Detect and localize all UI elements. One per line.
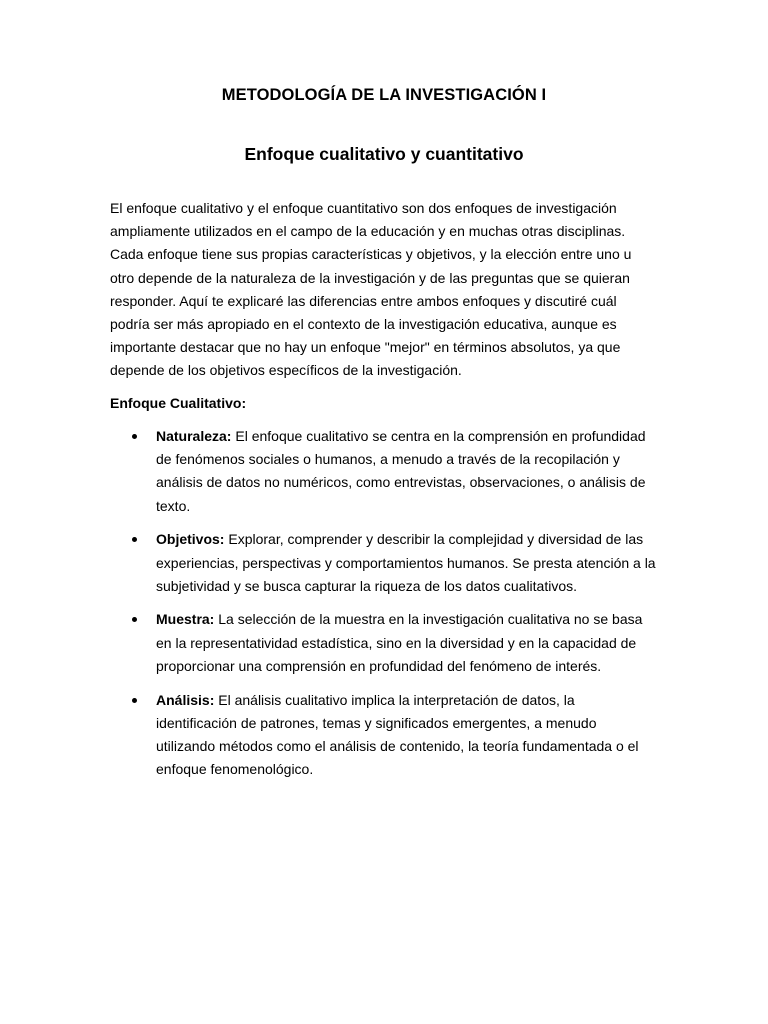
bullet-text: Explorar, comprender y describir la complejidad y diversidad de las experiencias, perspectivas y comportamientos humanos. Se presta atención a la subjetividad y se busca capturar la riqueza de los datos cualitativos. [156, 531, 656, 594]
list-item [110, 689, 658, 782]
bullet-term: Naturaleza: [156, 428, 232, 444]
list-item [110, 608, 658, 678]
section-heading: Enfoque Cualitativo: [110, 395, 247, 411]
list-item [110, 528, 658, 598]
bullet-icon [132, 617, 137, 622]
bullet-icon [132, 698, 137, 703]
bullet-text: El análisis cualitativo implica la interpretación de datos, la identificación de patrones, temas y significados emergentes, a menudo utilizando métodos como el análisis de contenido, la teoría fundamentada o el enfoque fenomenológico. [156, 691, 639, 778]
bullet-text: El enfoque cualitativo se centra en la comprensión en profundidad de fenómenos sociales o humanos, a menudo a través de la recopilación y análisis de datos no numéricos, como entrevistas, observaciones, o análisis de texto. [156, 428, 646, 514]
intro-paragraph: El enfoque cualitativo y el enfoque cuantitativo son dos enfoques de investigación ampliamente utilizados en el campo de la educación y en muchas otras disciplinas. Cada enfoque tiene sus propias características y objetivos, y la elección entre uno u otro depende de la naturaleza de la investigación y de las preguntas que se quieran responder. Aquí te explicaré las diferencias entre ambos enfoques y discutiré cuál podría ser más apropiado en el contexto de la investigación educativa, aunque es importante destacar que no hay un enfoque "mejor" en términos absolutos, ya que depende de los objetivos específicos de la investigación. [110, 200, 632, 379]
document-subtitle: Enfoque cualitativo y cuantitativo [244, 144, 524, 164]
bullet-text: La selección de la muestra en la investigación cualitativa no se basa en la representatividad estadística, sino en la diversidad y en la capacidad de proporcionar una comprensión en profundidad del fenómeno de interés. [156, 611, 643, 674]
bullet-list [110, 425, 658, 792]
bullet-term: Muestra: [156, 611, 215, 628]
bullet-term: Análisis: [156, 691, 215, 708]
bullet-icon [132, 434, 137, 439]
bullet-icon [132, 537, 137, 542]
document-title: METODOLOGÍA DE LA INVESTIGACIÓN I [221, 86, 547, 104]
list-item [110, 425, 658, 518]
bullet-term: Objetivos: [156, 531, 225, 548]
